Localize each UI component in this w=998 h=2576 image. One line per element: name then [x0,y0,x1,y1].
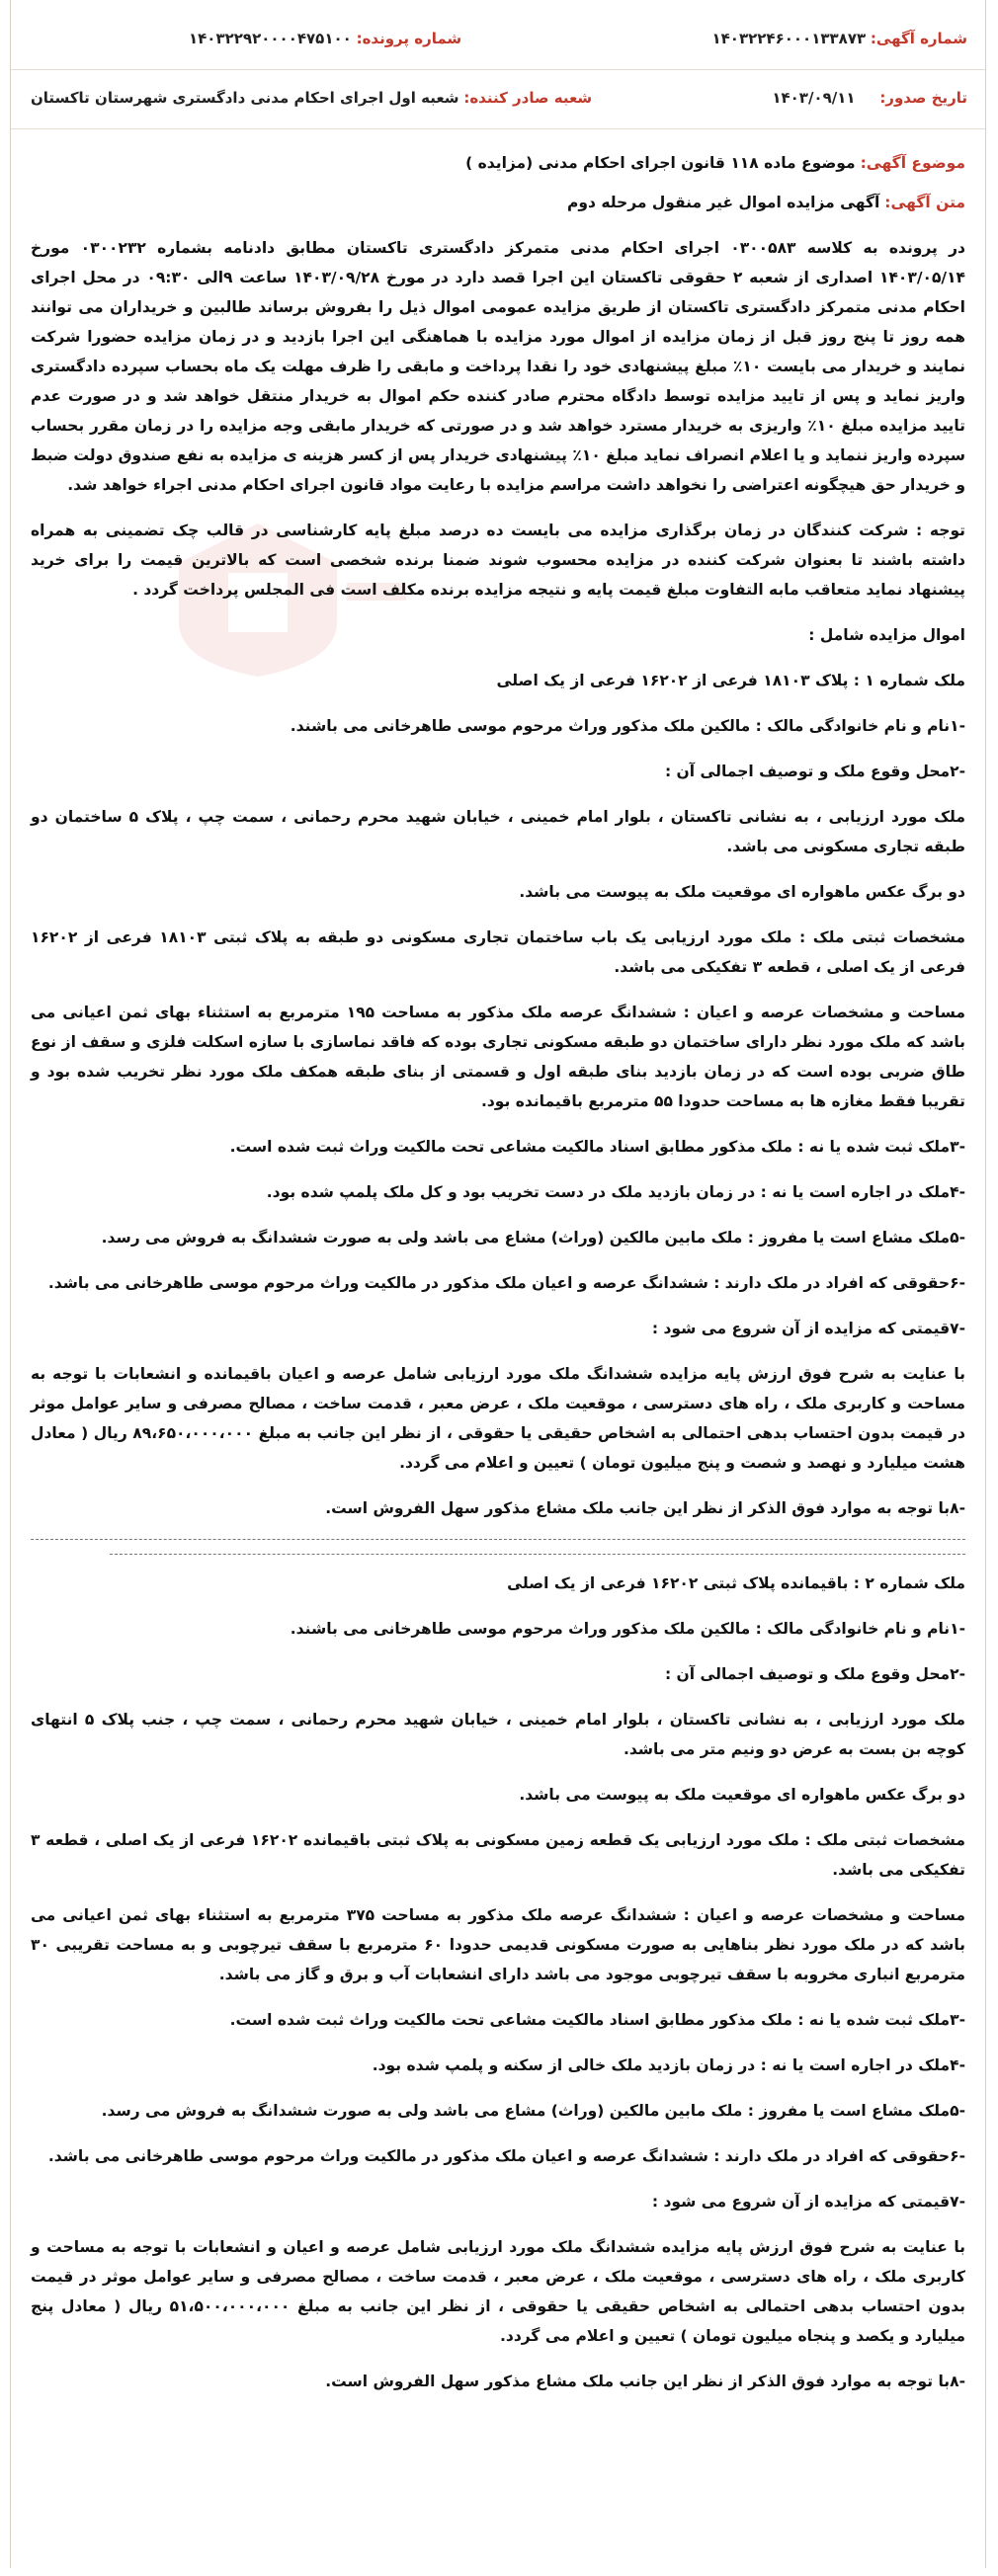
property-1-rights: -۶حقوقی که افراد در ملک دارند : ششدانگ عرصه و اعیان ملک مذکور در مالکیت وراث مرحوم موسی طاهرخانی می باشد. [47,1274,965,1292]
property-1-shared: -۵ملک مشاع است یا مفروز : ملک مابین مالکین (وراث) مشاع می باشد ولی به صورت ششدانگ به فروش می رسد. [101,1229,965,1247]
property-1-owner: -۱نام و نام خانوادگی مالک : مالکین ملک مذکور وراث مرحوم موسی طاهرخانی می باشند. [290,717,965,735]
property-1-price-heading: -۷قیمتی که مزایده از آن شروع می شود : [651,1320,965,1337]
case-number-label: شماره پرونده: [356,30,462,47]
subject-label: موضوع آگهی: [860,154,965,172]
property-1-registered: -۳ملک ثبت شده یا نه : ملک مذکور مطابق اسناد مالکیت مشاعی تحت مالکیت وراث ثبت شده است. [229,1138,965,1156]
property-1-location-heading: -۲محل وقوع ملک و توصیف اجمالی آن : [664,763,965,780]
property-1-location: ملک مورد ارزیابی ، به نشانی تاکستان ، بلوار امام خمینی ، خیابان شهید محرم رحمانی ، سمت چپ ، پلاک ۵ ساختمان دو طبقه تجاری مسکونی می باشد. [31,808,965,855]
subject-row [31,148,965,178]
case-number-value: ۱۴۰۳۲۲۹۲۰۰۰۰۴۷۵۱۰۰ [189,30,352,47]
assets-heading: اموال مزایده شامل : [808,626,965,644]
property-2-location: ملک مورد ارزیابی ، به نشانی تاکستان ، بلوار امام خمینی ، خیابان شهید محرم رحمانی ، سمت چپ ، جنب پلاک ۵ انتهای کوچه بن بست به عرض دو ونیم متر می باشد. [31,1711,965,1758]
property-1-note: -۸با توجه به موارد فوق الذکر از نظر این جانب ملک مشاع مذکور سهل الفروش است. [325,1499,965,1517]
property-2-title: ملک شماره ۲ : باقیمانده پلاک ثبتی ۱۶۲۰۲ فرعی از یک اصلی [507,1574,965,1592]
body-title-row [31,188,965,217]
property-1-lease: -۴ملک در اجاره است یا نه : در زمان بازدید ملک در دست تخریب بود و کل ملک پلمپ شده بود. [266,1183,965,1201]
property-1-title: ملک شماره ۱ : پلاک ۱۸۱۰۳ فرعی از ۱۶۲۰۲ فرعی از یک اصلی [496,672,965,689]
property-2-location-heading: -۲محل وقوع ملک و توصیف اجمالی آن : [664,1665,965,1683]
property-2-price: با عنایت به شرح فوق ارزش پایه مزایده ششدانگ ملک مورد ارزیابی شامل عرصه و اعیان و انشعابات با توجه به مساحت و کاربری ملک ، راه های دسترسی ، موقعیت ملک ، عرض معبر ، قدمت ساخت ، مصالح مصرفی و سایر عوامل موثر در قیمت بدون احتساب بدهی احتمالی به اشخاص حقیقی یا حقوقی ، از نظر این جانب به مبلغ ۵۱،۵۰۰،۰۰۰،۰۰۰ ریال ( معادل پنج میلیارد و یکصد و پنجاه میلیون تومان ) تعیین و اعلام می گردد. [31,2238,965,2345]
property-2-area: مساحت و مشخصات عرصه و اعیان : ششدانگ عرصه ملک مذکور به مساحت ۳۷۵ مترمربع به استثناء بهای ثمن اعیانی می باشد که در ملک مورد نظر بناهایی به صورت مسکونی قدیمی حدودا ۶۰ مترمربع با سقف تیرچوبی و به مساحت تقریبی ۳۰ مترمربع انباری مخروبه با سقف تیرچوبی موجود می باشد دارای انشعابات آب و برق و گاز می باشد. [31,1906,965,1983]
property-2-rights: -۶حقوقی که افراد در ملک دارند : ششدانگ عرصه و اعیان ملک مذکور در مالکیت وراث مرحوم موسی طاهرخانی می باشد. [47,2147,965,2165]
property-2-price-heading: -۷قیمتی که مزایده از آن شروع می شود : [651,2193,965,2211]
property-1-registry: مشخصات ثبتی ملک : ملک مورد ارزیابی یک باب ساختمان تجاری مسکونی دو طبقه به پلاک ثبتی ۱۸۱۰۳ فرعی از ۱۶۲۰۲ فرعی از یک اصلی ، قطعه ۳ تفکیکی می باشد. [31,928,965,976]
issue-date-value: ۱۴۰۳/۰۹/۱۱ [772,89,856,107]
separator-line [110,1554,965,1555]
body-title-value: آگهی مزایده اموال غیر منقول مرحله دوم [566,194,880,211]
property-1-price: با عنایت به شرح فوق ارزش پایه مزایده ششدانگ ملک مورد ارزیابی شامل عرصه و اعیان باقیمانده و انشعابات با توجه به مساحت و کاربری ملک ، راه های دسترسی ، موقعیت ملک ، عرض معبر ، قدمت ساخت ، مصالح مصرفی و سایر عوامل موثر در قیمت بدون احتساب بدهی احتمالی به اشخاص حقیقی یا حقوقی ، از نظر این جانب به مبلغ ۸۹،۶۵۰،۰۰۰،۰۰۰ ریال ( معادل هشت میلیارد و نهصد و شصت و پنج میلیون تومان ) تعیین و اعلام می گردد. [31,1365,965,1472]
subject-value: موضوع ماده ۱۱۸ قانون اجرای احکام مدنی (مزایده ) [465,154,856,172]
property-2-owner: -۱نام و نام خانوادگی مالک : مالکین ملک مذکور وراث مرحوم موسی طاهرخانی می باشند. [290,1620,965,1638]
notice-paragraph: توجه : شرکت کنندگان در زمان برگذاری مزایده می بایست ده درصد مبلغ پایه کارشناسی در قالب چک تضمینی به همراه داشته باشند تا بعنوان شرکت کننده در مزایده محسوب شوند ضمنا برنده شخصی است که بالاترین قیمت را برای خرید پیشنهاد نماید متعاقب مابه التفاوت مبلغ قیمت پایه و نتیجه مزایده برنده مکلف است فی المجلس پرداخت گردد . [31,522,965,599]
property-2-registry: مشخصات ثبتی ملک : ملک مورد ارزیابی یک قطعه زمین مسکونی به پلاک ثبتی باقیمانده ۱۶۲۰۲ فرعی از یک اصلی ، قطعه ۳ تفکیکی می باشد. [31,1831,965,1879]
issue-date [772,89,967,107]
property-2-photo: دو برگ عکس ماهواره ای موقعیت ملک به پیوست می باشد. [519,1786,965,1804]
ad-number-label: شماره آگهی: [870,30,967,47]
property-2-registered: -۳ملک ثبت شده یا نه : ملک مذکور مطابق اسناد مالکیت مشاعی تحت مالکیت وراث ثبت شده است. [229,2011,965,2029]
issuer [31,89,592,107]
ad-document [10,0,986,2568]
property-2-shared: -۵ملک مشاع است یا مفروز : ملک مابین مالکین (وراث) مشاع می باشد ولی به صورت ششدانگ به فروش می رسد. [101,2102,965,2120]
ad-content [31,148,965,2412]
property-1-area: مساحت و مشخصات عرصه و اعیان : ششدانگ عرصه ملک مذکور به مساحت ۱۹۵ مترمربع به استثناء بهای ثمن اعیانی می باشد که ملک مورد نظر دارای ساختمان دو طبقه مسکونی تجاری بوده که فاقد نماسازی با سازه اسکلت فلزی و سقف از نوع طاق ضربی بوده است که در زمان بازدید بنای طبقه اول و قسمتی از بنای طبقه همکف ملک مورد نظر تخریب شده بود و تقریبا فقط مغازه ها به مساحت حدودا ۵۵ مترمربع باقیمانده بود. [31,1004,965,1110]
header-divider [11,69,985,70]
issue-date-label: تاریخ صدور: [879,89,967,107]
case-number [189,30,461,47]
ad-number [711,30,967,47]
property-2-note: -۸با توجه به موارد فوق الذکر از نظر این جانب ملک مشاع مذکور سهل الفروش است. [325,2373,965,2390]
issuer-value: شعبه اول اجرای احکام مدنی دادگستری شهرستان تاکستان [31,89,459,107]
property-2-lease: -۴ملک در اجاره است یا نه : در زمان بازدید ملک خالی از سکنه و پلمپ شده بود. [372,2056,965,2074]
body-title-label: متن آگهی: [884,194,965,211]
header-divider-2 [11,128,985,129]
property-1-photo: دو برگ عکس ماهواره ای موقعیت ملک به پیوست می باشد. [519,883,965,901]
intro-paragraph: در پرونده به کلاسه ۰۳۰۰۵۸۳ اجرای احکام مدنی متمرکز دادگستری تاکستان مطابق دادنامه بشماره ۰۳۰۰۲۳۲ مورخ ۱۴۰۳/۰۵/۱۴ اصداری از شعبه ۲ حقوقی تاکستان این اجرا قصد دارد در مورخ ۱۴۰۳/۰۹/۲۸ ساعت ۹الی ۰۹:۳۰ در محل اجرای احکام مدنی متمرکز دادگستری تاکستان از طریق مزایده عمومی اموال ذیل را بفروش برساند طالبین و خریداران می توانند همه روز تا پنج روز قبل از زمان مزایده از اموال مورد مزایده با هماهنگی این اجرا بازدید و در زمان مزایده حضورا شرکت نمایند و خریدار می بایست ۱۰٪ مبلغ پیشنهادی خود را نقدا پرداخت و مابقی را ظرف مهلت یک ماه بحساب سپرده دادگستری واریز نماید و پس از تایید مزایده توسط دادگاه محترم صادر کننده حکم اموال به خریدار منتقل خواهد شد و در صورت عدم تایید مزایده مبلغ ۱۰٪ واریزی به خریدار مسترد خواهد شد و در صورتی که خریدار مابقی وجه مزایده را در زمان مقرر بحساب سپرده واریز ننماید و یا اعلام انصراف نماید مبلغ ۱۰٪ پیشنهادی خریدار پس از کسر هزینه ی مزایده به نفع صندوق دولت ضبط و خریدار حق هیچگونه اعتراضی را نخواهد داشت مراسم مزایده با رعایت مواد قانون اجرای احکام مدنی اجراء خواهد شد. [31,239,966,494]
issuer-label: شعبه صادر کننده: [463,89,593,107]
ad-number-value: ۱۴۰۳۲۲۴۶۰۰۰۱۳۳۸۷۳ [711,30,867,47]
separator-line [31,1539,965,1540]
